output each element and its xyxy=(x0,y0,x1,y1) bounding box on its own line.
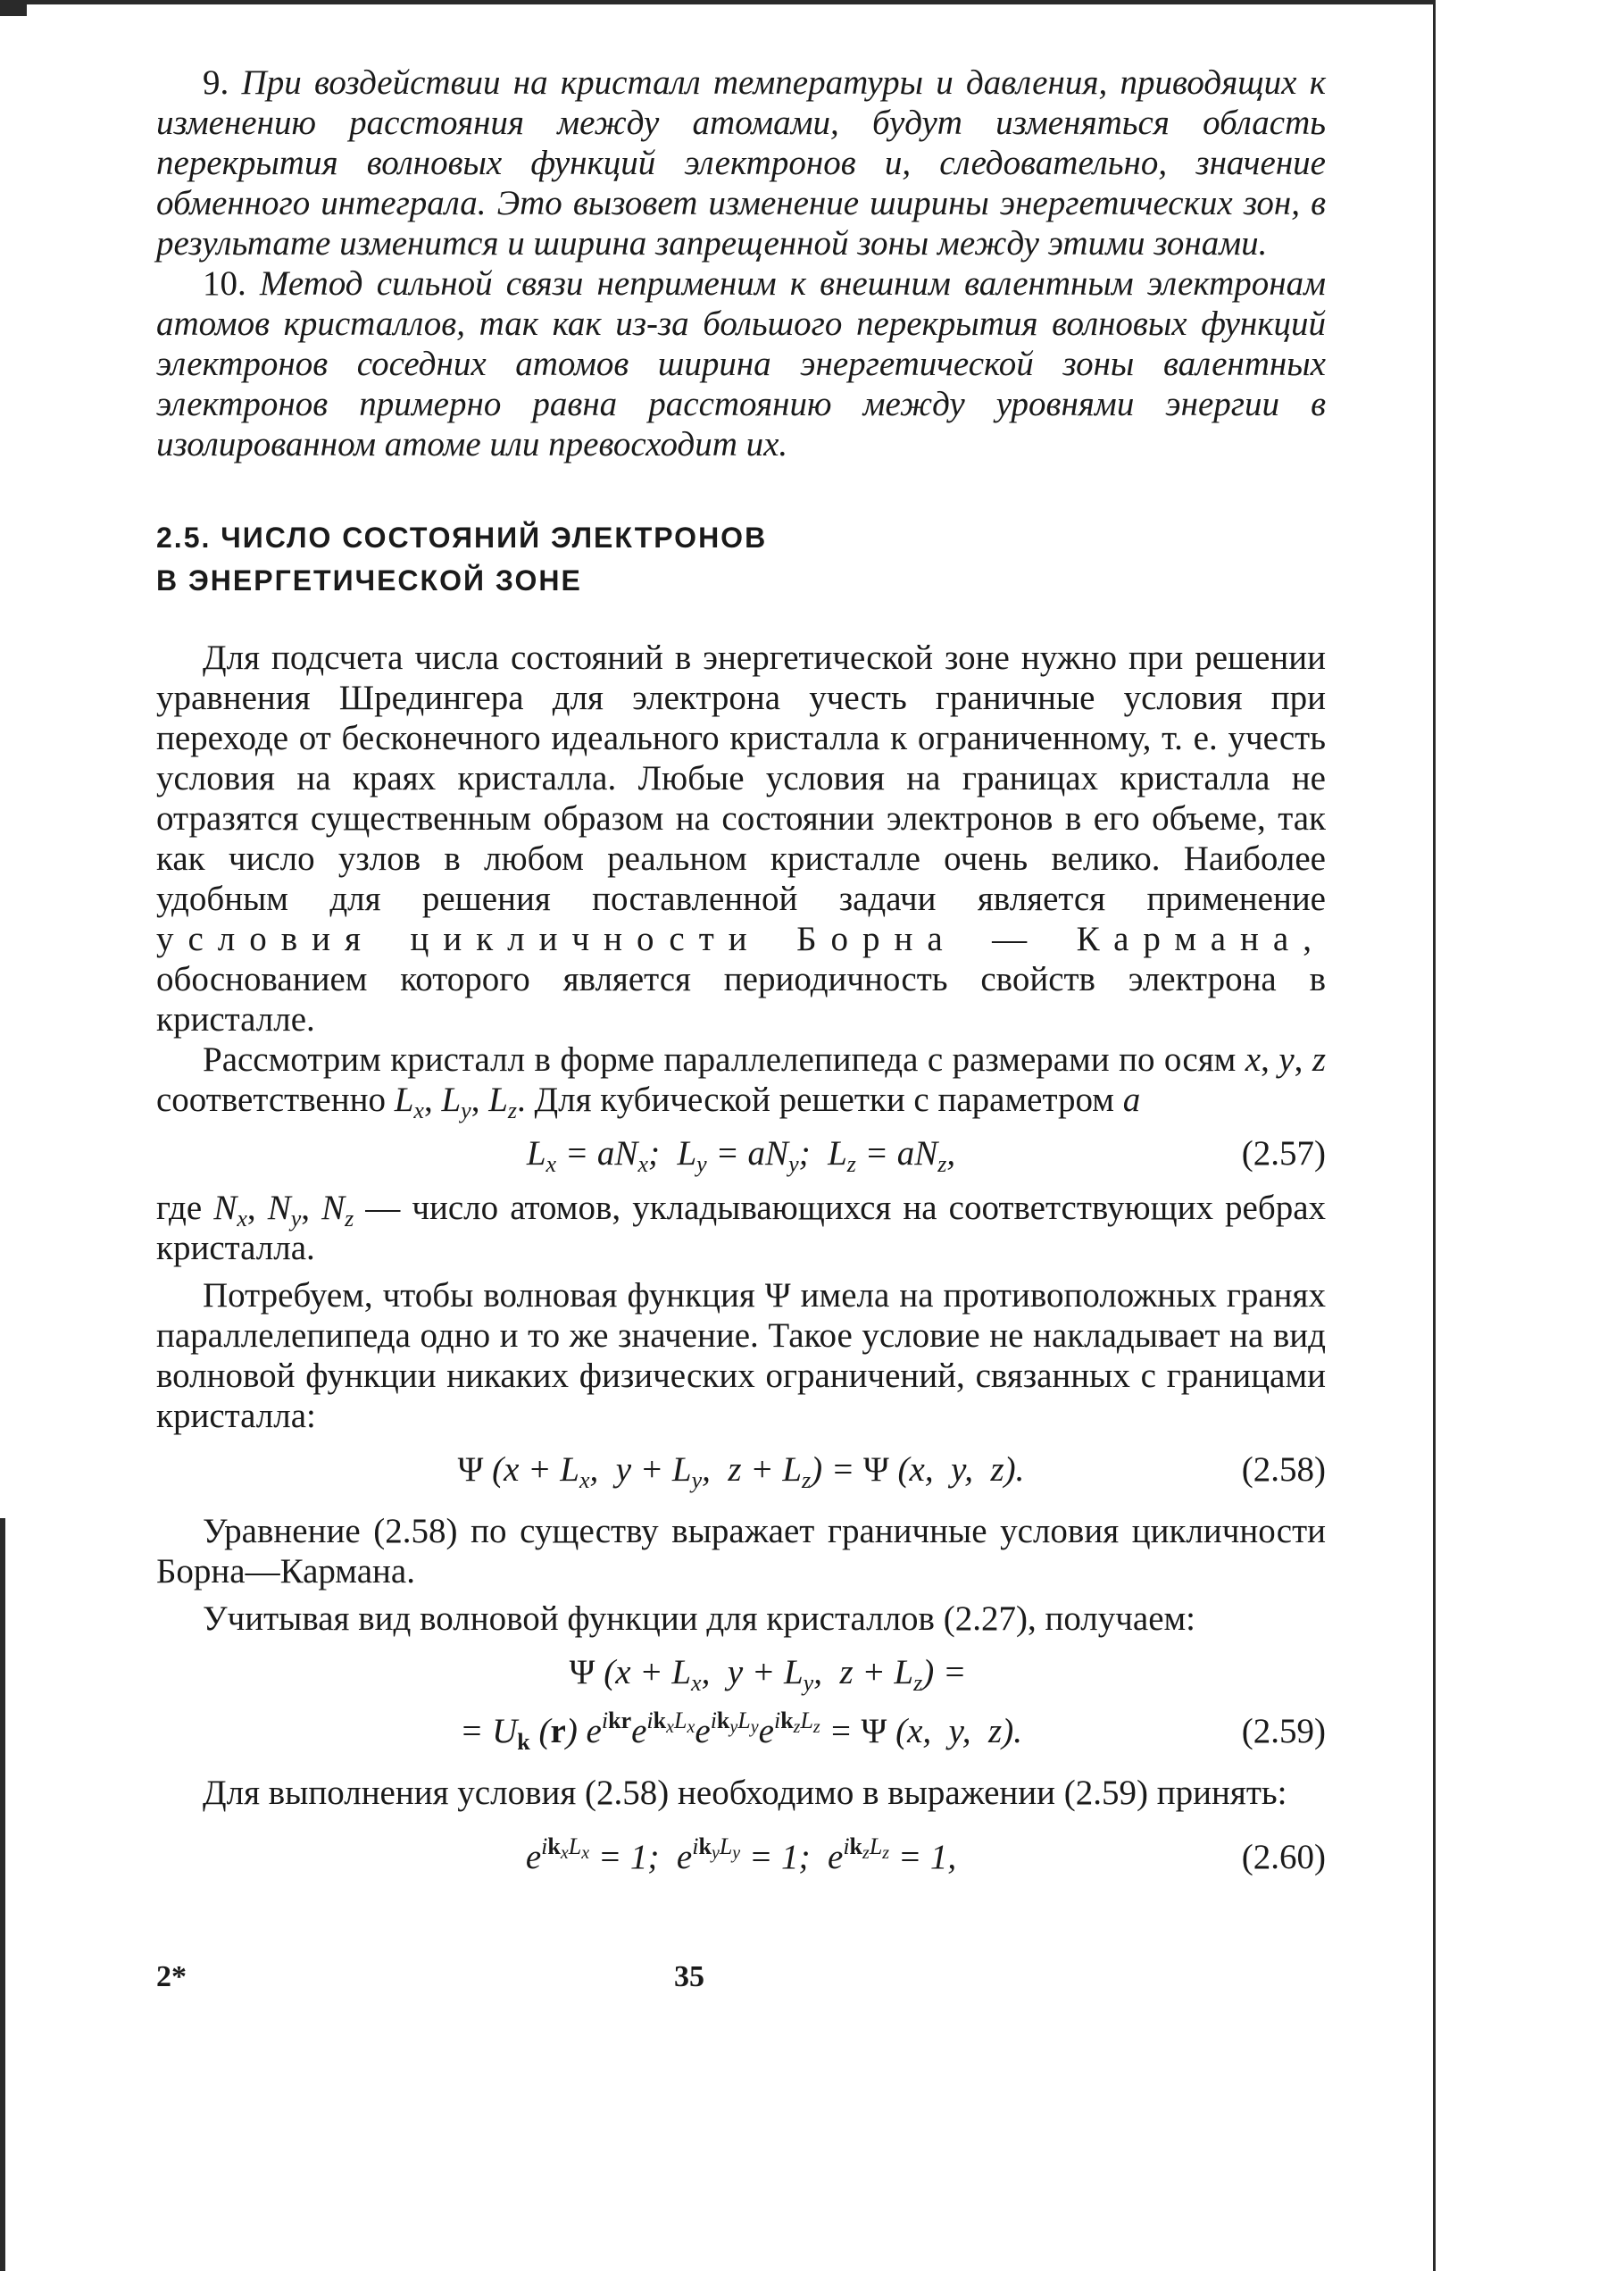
scan-left-edge xyxy=(0,1518,5,2271)
equation-expression: = $U_k$ (r) $e^{ikr}e^{ik_xL_x}e^{ik_yL_y}e^{ik_zL_z} = \Psi$ (x, y, z). xyxy=(460,1707,1022,1755)
item-number: 10. xyxy=(203,264,246,303)
scan-top-edge xyxy=(0,0,1433,4)
spaced-term: условия цикличности Борна — Кармана, xyxy=(156,920,1326,958)
scan-right-edge xyxy=(1433,0,1436,2271)
item-text: Метод сильной связи неприменим к внешним валентным электронам атомов кристаллов, так как из-за большого перекрытия волновых функций электронов соседних атомов ширина энергетической зоны валентных электронов примерно равна расстоянию между уровнями энергии в изолированном атоме или превосходит их. xyxy=(156,264,1327,463)
paragraph-crystal-wave: Учитывая вид волновой функции для кристаллов (2.27), получаем: xyxy=(203,1599,1196,1638)
paragraph-boundary-conditions xyxy=(156,638,1326,1039)
list-item-9 xyxy=(156,63,1326,263)
paragraph-born-karman: Уравнение (2.58) по существу выражает граничные условия цикличности Борна—Кармана. xyxy=(156,1512,1326,1591)
equation-expression: Ψ ($x + L_x$, $y + L_y$, $z + L_z) = \Psi$ (x, y, z). xyxy=(457,1450,1025,1493)
paragraph-parallelepiped: Рассмотрим кристалл в форме параллелепипеда с размерами по осям x, y, z соответственно $L_x$, $L_y$, $L_z$. Для кубической решетки с параметром a xyxy=(156,1040,1327,1123)
equation-number: (2.60) xyxy=(1241,1838,1326,1876)
equation-expression: Ψ ($x + L_x$, $y + L_y$, $z + L_z$) = xyxy=(569,1653,967,1696)
page-footer xyxy=(156,1960,1326,2005)
equation-number: (2.58) xyxy=(1241,1450,1326,1489)
list-item-10 xyxy=(156,263,1326,464)
equation-number: (2.57) xyxy=(1241,1134,1326,1173)
page-number: 35 xyxy=(674,1960,704,1993)
paragraph-text: Для подсчета числа состояний в энергетической зоне нужно при решении уравнения Шредингера для электрона учесть граничные условия при переходе от бесконечного идеального кристалла к ограниченному, т. е. учесть условия на краях кристалла. Любые условия на границах кристалла не отразятся существенным образом на состоянии электронов в его объеме, так как число узлов в любом реальном кристалле очень велико. Наиболее удобным для решения поставленной задачи является применение xyxy=(156,639,1326,918)
equation-2-58 xyxy=(156,1445,1326,1495)
section-heading-line1: 2.5. ЧИСЛО СОСТОЯНИЙ ЭЛЕКТРОНОВ xyxy=(156,522,768,554)
paragraph-wave-function: Потребуем, чтобы волновая функция Ψ имела на противоположных гранях параллелепипеда одно и то же значение. Такое условие не накладывает на вид волновой функции никаких физических ограничений, связанных с границами кристалла: xyxy=(156,1276,1326,1435)
equation-number: (2.59) xyxy=(1241,1712,1326,1750)
signature-mark: 2* xyxy=(156,1960,187,1993)
paragraph-condition: Для выполнения условия (2.58) необходимо в выражении (2.59) принять: xyxy=(203,1774,1287,1812)
equation-2-59-line1 xyxy=(156,1648,1326,1698)
equation-expression: $e^{ik_xL_x} = 1$; $e^{ik_yL_y} = 1$; $e^{ik_zL_z} = 1$, xyxy=(525,1833,957,1876)
section-heading xyxy=(156,516,1326,602)
page-content xyxy=(156,63,1326,1891)
equation-2-57 xyxy=(156,1129,1326,1179)
equation-2-59-line2 xyxy=(156,1707,1326,1757)
equation-expression: $L_x = aN_x$; $L_y = aN_y$; $L_z = aN_z$, xyxy=(526,1134,956,1177)
paragraph-text: обоснованием которого является периодичность свойств электрона в кристалле. xyxy=(156,960,1326,1039)
item-number: 9. xyxy=(203,63,229,102)
section-heading-line2: В ЭНЕРГЕТИЧЕСКОЙ ЗОНЕ xyxy=(156,564,582,597)
item-text: При воздействии на кристалл температуры и давления, приводящих к изменению расстояния между атомами, будут изменяться область перекрытия волновых функций электронов и, следовательно, значение обменного интеграла. Это вызовет изменение ширины энергетических зон, в результате изменится и ширина запрещенной зоны между этими зонами. xyxy=(156,63,1327,263)
equation-2-60 xyxy=(156,1833,1326,1883)
paragraph-atom-count: где $N_x$, $N_y$, $N_z$ — число атомов, укладывающихся на соответствующих ребрах кристалла. xyxy=(156,1189,1327,1267)
